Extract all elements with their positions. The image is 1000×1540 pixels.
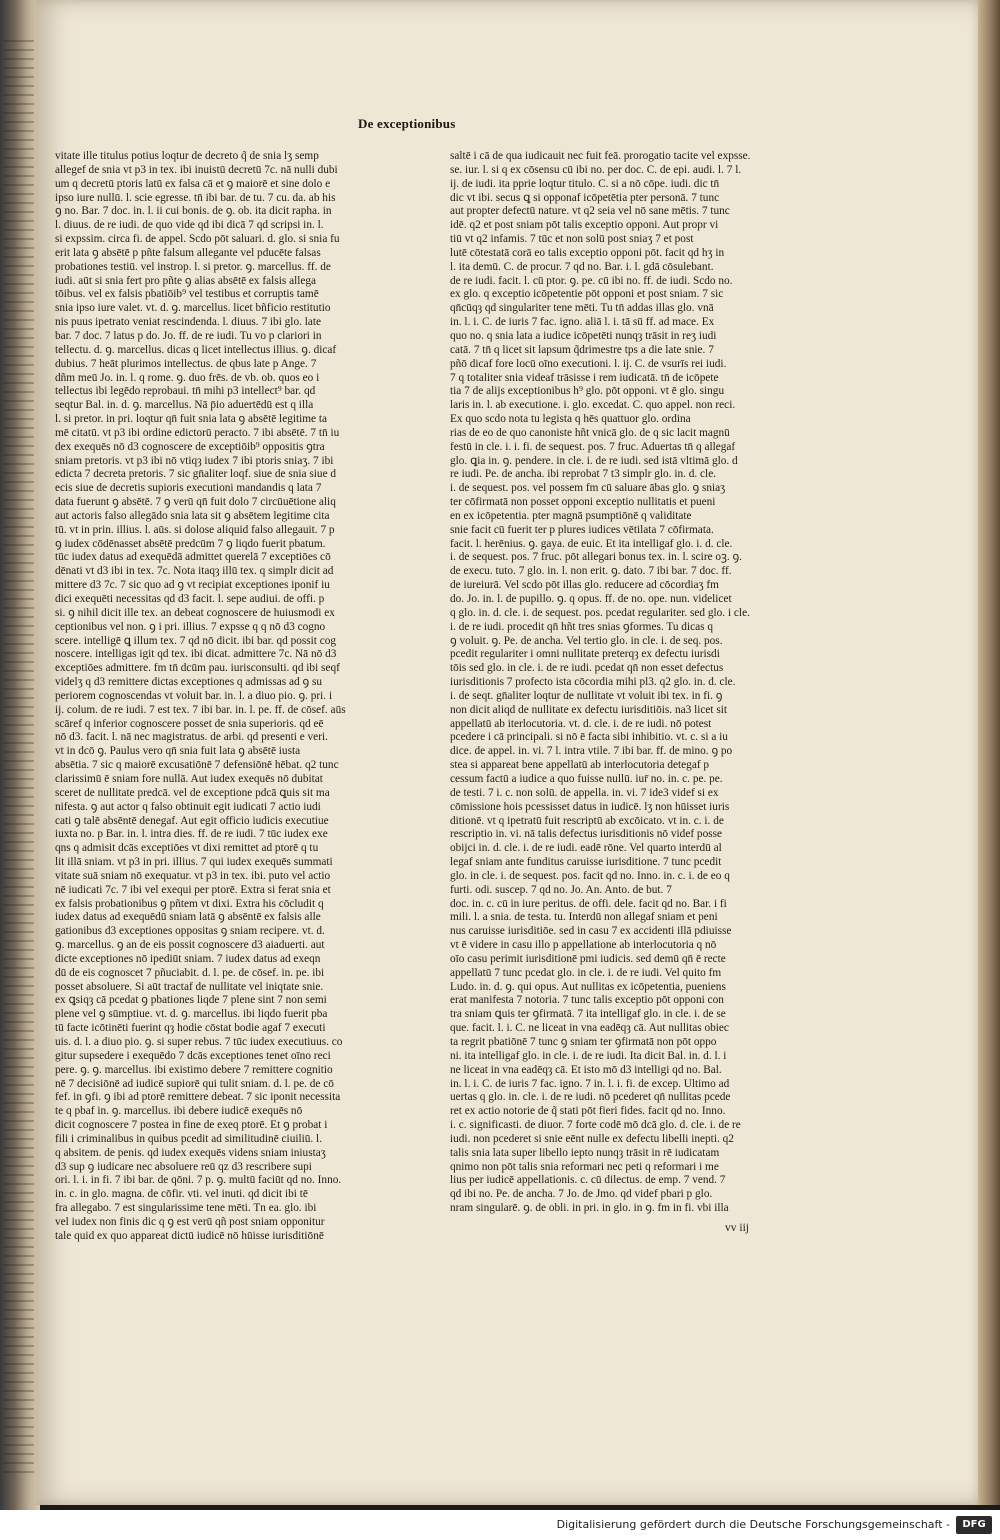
text-line: iurisditionis 7 profecto ista cōcordia mihi pl3. q2 glo. in. d. cle. <box>450 676 736 689</box>
page-fore-edge <box>978 0 1000 1505</box>
text-line: ex ꝗsiqȝ cā pcedat ꝯ pbationes liqde 7 plene sint 7 non semi <box>55 994 327 1007</box>
text-line: noscere. intelligas igit qd tex. ibi dicat. admittere 7c. Nā nō d3 <box>55 648 337 661</box>
text-line: probationes testiū. vel instrop. l. si pretor. ꝯ. marcellus. ff. de <box>55 260 331 273</box>
text-line: i. c. significasti. de diuor. 7 forte codē mō dcā glo. d. cle. i. de re <box>450 1119 741 1132</box>
text-line: glo. in cle. i. de sequest. pos. facit qd no. Inno. in. c. i. de eo q <box>450 869 730 882</box>
text-line: pcedit regulariter i omni nullitate preterqȝ ex defectu iurisdi <box>450 648 720 661</box>
text-line: Ludo. in. d. ꝯ. qui opus. Aut nullitas ex icōpetentia, pueniens <box>450 980 726 993</box>
text-line: i. de re iudi. procedit qn̄ hñt tres snias ꝯformes. Tu dicas q <box>450 620 713 633</box>
text-line: de execu. tuto. 7 glo. in. l. non erit. ꝯ. dato. 7 ibi bar. 7 doc. ff. <box>450 565 732 578</box>
text-line: 7 q totaliter snia videaf trāsisse i rem iudicatā. tn̄ de icōpete <box>450 371 719 384</box>
text-line: dubius. 7 heāt plurimos intellectus. de qbus late p Ange. 7 <box>55 357 317 370</box>
dfg-logo: DFG <box>956 1516 992 1534</box>
text-line: laris in. l. ab executione. i. glo. excedat. C. quo appel. non reci. <box>450 399 736 412</box>
text-line: iudi. aūt si snia fert pro pñte ꝯ alias absētē ex falsis allega <box>55 274 317 287</box>
text-line: de iureiurā. Vel scd̄o pōt illas glo. reducere ad cōcordiaʒ fm <box>450 579 719 592</box>
text-line: scāref q inferior cognoscere posset de snia superioris. qd eē <box>55 717 324 730</box>
text-line: dicte exceptiones nō ipediūt sniam. 7 iudex datus ad exeqn <box>55 952 321 965</box>
text-line: ij. colum. de re iudi. 7 est tex. 7 ibi bar. in. l. pe. ff. de cōsef. aūs <box>55 703 346 716</box>
text-line: nis puus ipetrato veniat rescindenda. l. diuus. 7 ibi glo. late <box>55 316 322 329</box>
text-line: talis snia lata super libello iepto nunqȝ trāsit in rē iudicatam <box>450 1146 720 1159</box>
text-line: qnimo non pōt talis snia reformari nec peti q reformari i me <box>450 1160 719 1173</box>
text-line: nē iudicati 7c. 7 ibi vel exequi per ptorē. Extra si ferat snia et <box>55 883 331 896</box>
text-line: que. facit. l. i. C. ne liceat in vna eadēqȝ cā. Aut nullitas obiec <box>450 1022 729 1035</box>
text-line: oīo casu perimit iurisditionē pmi iudicis. sed demū qn̄ ē recte <box>450 952 726 965</box>
text-line: vitate suā sniam nō exequatur. vt p3 in tex. ibi. puto vel actio <box>55 869 331 882</box>
text-line: de testi. 7 i. c. non solū. de appella. in. vi. 7 ide3 videf si ex <box>450 786 719 799</box>
text-line: quo no. q snia lata a iudice icōpetēti nunqȝ trāsit in reʒ iudi <box>450 329 717 342</box>
text-line: qd ibi no. Pe. de ancha. 7 Jo. de Jmo. qd videf pbari p glo. <box>450 1188 713 1201</box>
text-line: snia ipso iure valet. vt. d. ꝯ. marcellus. licet bñficio restitutio <box>55 302 331 315</box>
text-line: qns q admisit dcās exceptiōes vt dixi remittet ad ptorē q tu <box>55 842 319 855</box>
text-line: de re iudi. facit. l. cū ptor. ꝯ. pe. cū ibi no. ff. de iudi. Scd̄o no. <box>450 274 733 287</box>
text-line: si expssim. circa fi. de appel. Scd̄o pōt saluari. d. glo. si snia fu <box>55 233 340 246</box>
text-line: tellectus ibi legēdo reprobaui. tn̄ mihi p3 intellect⁹ bar. qd <box>55 385 316 398</box>
text-line: vel iudex non finis dic q ꝯ est verū qñ post sniam opponitur <box>55 1215 325 1228</box>
text-line: ꝯ iudex cōdēnasset absētē predcūm 7 ꝯ liqdo fuerit pbatum. <box>55 537 326 550</box>
text-line: fef. in ꝯfi. ꝯ ibi ad ptorē remittere debeat. 7 sic iponit necessita <box>55 1091 341 1104</box>
text-line: mē citatū. vt p3 ibi ordine edictorū peracto. 7 ibi absētē. 7 tn̄ iu <box>55 426 340 439</box>
text-line: dēnati vt d3 ibi in tex. 7c. Nota itaqȝ illū tex. q simplr dicit ad <box>55 565 334 578</box>
text-line: l. ita demū. C. de procur. 7 qd no. Bar. i. l. gdā cōsulebant. <box>450 260 714 273</box>
text-line: lius per iudicē appellationis. c. cū dilectus. de emp. 7 vend. 7 <box>450 1174 726 1187</box>
text-line: l. si pretor. in pri. loqtur qn̄ fuit snia lata ꝯ absētē legitime ta <box>55 413 328 426</box>
text-line: appellatū 7 tunc pcedat glo. in cle. i. de re iudi. Vel quito fm <box>450 966 722 979</box>
text-line: gationibus d3 exceptiones oppositas ꝯ sniam recipere. vt. d. <box>55 925 325 938</box>
text-line: pcedere i cā principali. si nō ē facta sibi inhibitio. vt. c. si a iu <box>450 731 728 744</box>
text-line: q absitem. de penis. qd iudex exequēs videns sniam iniustaʒ <box>55 1146 326 1159</box>
text-line: edicta 7 decreta pretoris. 7 sic gn̄aliter loqf. siue de snia siue d <box>55 468 337 481</box>
text-line: nē 7 decisiōnē ad iudicē supiorē qui tulit sniam. d. l. pe. de cō <box>55 1077 334 1090</box>
text-line: dñm meū Jo. in. l. q rome. ꝯ. duo frēs. de vb. ob. quos eo i <box>55 371 320 384</box>
text-line: l. diuus. de re iudi. de quo vide qd ibi dicā 7 qd scripsi in. l. <box>55 219 324 232</box>
text-line: cati ꝯ talē absēntē denegaf. Aut egit officio iudicis executiue <box>55 814 329 827</box>
text-line: tōibus. vel ex falsis pbatiōib⁹ vel testibus et corruptis tamē <box>55 288 319 301</box>
text-line: erit lata ꝯ absētē p pñte falsum allegante vel pducēte falsas <box>55 246 321 259</box>
text-line: ex falsis probationibus ꝯ pñtem vt dixi. Extra his cōcludit q <box>55 897 324 910</box>
text-line: aut propter defectū nature. vt q2 seia vel nō sane mētis. 7 tunc <box>450 205 730 218</box>
text-line: data fuerunt ꝯ absētē. 7 ꝯ verū qn̄ fuit dolo 7 circūuētione aliq <box>55 496 336 509</box>
text-line: tellectu. d. ꝯ. marcellus. dicas q licet intellectus illius. ꝯ. dicaf <box>55 343 337 356</box>
text-line: iudex datus ad exequēdū sniam latā ꝯ absēntē ex falsis alle <box>55 911 321 924</box>
text-line: cessum factū a iudice a quo fuisse nullū. iur̄ no. in. c. pe. pe. <box>450 772 723 785</box>
text-line: i. de seqt. gn̄aliter loqtur de nullitate vt voluit ibi tex. in fi. ꝯ <box>450 689 723 702</box>
text-line: gitur supsedere i exequēdo 7 dcās exceptiones tenet oīno reci <box>55 1049 331 1062</box>
text-line: periorem cognoscendas vt voluit bar. in. l. a diuo pio. ꝯ. pri. i <box>55 689 333 702</box>
text-line: tū. vt in prin. illius. l. aūs. si dolose aliquid falso allegauit. 7 p <box>55 523 335 536</box>
text-line: plene vel ꝯ sūmptiue. vt. d. ꝯ. marcellus. ibi liqdo fuerit pba <box>55 1008 328 1021</box>
text-line: te q pbaf in. ꝯ. marcellus. ibi debere iudicē exequēs nō <box>55 1105 303 1118</box>
text-line: ipso iure nullū. l. scie egresse. tn̄ ibi bar. de tu. 7 cu. da. ab his <box>55 191 336 204</box>
text-line: ditionē. vt q ipetratū fuit rescriptū ab excōicato. vt in. c. i. de <box>450 814 724 827</box>
text-line: tōis sed glo. in cle. i. de re iudi. pcedat qn̄ non esset defectus <box>450 662 724 675</box>
text-line: lutē cōtestatā corā eo talis exceptio opponi pōt. facit qd hʒ in <box>450 246 725 259</box>
running-head: De exceptionibus <box>358 116 456 131</box>
footer-bar <box>0 1510 1000 1540</box>
text-line: fili i criminalibus in quibus pcedit ad similitudinē ciuiliū. l. <box>55 1132 323 1145</box>
text-line: uis. d. l. a diuo pio. ꝯ. si super rebus. 7 tūc iudex executiuus. co <box>55 1036 343 1048</box>
text-line: absētia. 7 sic q maiorē excusatiōnē 7 defensiōnē hēbat. q2 tunc <box>55 759 339 772</box>
text-line: nram singularē. ꝯ. de obli. in pri. in glo. in ꝯ. fm in fi. vbi illa <box>450 1202 729 1215</box>
text-line: videlʒ q d3 remittere dictas exceptiones q admissas ad ꝯ su <box>55 676 323 689</box>
text-line: dex exequēs nō d3 cognoscere de exceptiōib⁹ oppositis ꝯtra <box>55 440 325 453</box>
text-line: seqtur Bal. in. d. ꝯ. marcellus. Nā p̄io aduertēdū est q illa <box>55 399 314 412</box>
text-line: tia 7 de alijs exceptionibus h⁹ glo. pōt opponi. vt ē glo. singu <box>450 385 725 398</box>
text-line: scere. intelligē ꝗ illum tex. 7 qd nō dicit. ibi bar. qd possit cog <box>55 634 337 647</box>
text-line: allegef de snia vt p3 in tex. ibi inuistū decretū 7c. nā nulli dubi <box>55 163 338 176</box>
text-line: q glo. in. d. cle. i. de sequest. pos. pcedat regulariter. sed glo. i cle. <box>450 606 750 619</box>
text-line: exceptiōes admittere. fm tn̄ dcūm pau. iurisconsulti. qd ibi seqf <box>55 662 340 675</box>
text-line: cōmissione hois pcessisset datus in iudicē. lʒ non hūisset iuris <box>450 800 730 813</box>
text-line: ter cōfirmatā non posset opponi exceptio nullitatis et pueni <box>450 496 716 509</box>
text-line: appellatū ab iterlocutoria. vt. d. cle. i. de re iudi. nō potest <box>450 717 712 730</box>
text-line: vitate ille titulus potius loqtur de decreto q̃ de snia lʒ semp <box>55 150 319 162</box>
text-line: doc. in. c. cū in iure peritus. de offi. dele. facit qd no. Bar. i fi <box>450 897 727 910</box>
text-line: ni. ita intelligaf glo. in cle. i. de re iudi. Ita dicit Bal. in. d. l. i <box>450 1049 727 1062</box>
text-line: sniam pretoris. vt p3 ibi nō vtiqȝ iudex 7 ibi ptoris sniaʒ. 7 ibi <box>55 454 334 467</box>
text-column-right <box>450 150 785 1235</box>
text-line: ꝯ no. Bar. 7 doc. in. l. ii cui bonis. de ꝯ. ob. ita dicit rapha. in <box>55 205 332 218</box>
text-line: ne liceat in vna eadēqȝ cā. Et isto mō d3 intelligi qd no. Bal. <box>450 1063 722 1076</box>
text-line: dic vt ibi. secus ꝗ si opponaf icōpetētia pter personā. 7 tunc <box>450 191 720 204</box>
text-line: lit illā sniam. vt p3 in pri. illius. 7 qui iudex exequēs summati <box>55 856 333 869</box>
text-line: obijci in. d. cle. i. de re iudi. eadē rōne. Vel quarto interdū al <box>450 842 722 855</box>
text-line: in. c. in glo. magna. de cōfir. vti. vel inuti. qd dicit ibi tē <box>55 1188 308 1201</box>
text-line: do. Jo. in. l. de pupillo. ꝯ. q opus. ff. de no. ope. nun. videlicet <box>450 593 732 605</box>
text-line: ori. l. i. in fi. 7 ibi bar. de qōni. 7 p. ꝯ. multū faciūt qd no. Inno. <box>55 1174 342 1187</box>
text-line: iudi. non pcederet si snie eēnt nulle ex defectu libelli inepti. q2 <box>450 1132 734 1145</box>
text-line: dicit cognoscere 7 postea in fine de exeq ptorē. Et ꝯ probat i <box>55 1119 328 1132</box>
text-line: facit. l. herēnius. ꝯ. gaya. de euic. Et ita intelligaf glo. i. d. cle. <box>450 537 733 550</box>
text-line: d3 sup ꝯ iudicare nec absoluere reū qz d3 rescribere supi <box>55 1160 312 1173</box>
text-line: Ex quo scd̄o nota tu legista q hēs quattuor glo. ordina <box>450 413 691 426</box>
text-line: posset absoluere. Si aūt tractaf de nullitate vel iniqtate snie. <box>55 980 324 993</box>
text-line: in. l. i. C. de iuris 7 fac. igno. 7 in. l. i. fi. de excep. Ultimo ad <box>450 1077 730 1090</box>
text-line: tale quid ex quo appareat dictū iudicē nō hūisse iurisditiōnē <box>55 1229 324 1242</box>
text-line: aut actoris falso allegādo snia lata sit ꝯ absētem legitime cita <box>55 509 330 522</box>
text-line: pere. ꝯ. ꝯ. marcellus. ibi existimo debere 7 remittere cognitio <box>55 1063 333 1076</box>
text-line: pñō dicaf fore locū oīno executioni. l. ij. C. de vsurīs rei iudi. <box>450 357 727 370</box>
text-line: rias de eo de quo canoniste hñt vnicā glo. de q sic lacit magnū <box>450 426 730 439</box>
text-line: vt in dcō ꝯ. Paulus vero qn̄ snia fuit lata ꝯ absētē iusta <box>55 745 301 758</box>
text-line: furti. odi. suscep. 7 qd no. Jo. An. Anto. de but. 7 <box>450 883 672 896</box>
text-column-left <box>55 150 385 1250</box>
text-line: ꝯ voluit. ꝯ. Pe. de ancha. Vel tertio glo. in cle. i. de seq. pos. <box>450 634 723 647</box>
text-line: stea si appareat bene appellatū ab interlocutoria detegaf p <box>450 759 710 772</box>
text-line: saltē i cā de qua iudicauit nec fuit feā. prorogatio tacite vel expsse. <box>450 150 751 162</box>
text-line: re iudi. Pe. de ancha. ibi reprobat 7 t3 simplr glo. in. d. cle. <box>450 468 717 481</box>
text-line: vt ē videre in casu illo p appellatione ab interlocutoria q nō <box>450 939 717 952</box>
text-line: fra allegabo. 7 est singularissime tene mēti. Tn ea. glo. ibi <box>55 1202 317 1215</box>
text-line: qn̄cūqȝ qd singulariter tene mēti. Tu tn̄ addas illas glo. vnā <box>450 302 714 315</box>
text-line: um q decretū ptoris latū ex falsa cā et ꝯ maiorē et sine dolo e <box>55 177 331 190</box>
text-line: dū de eis cognoscet 7 pñuciabit. d. l. pe. de cōsef. in. pe. ibi <box>55 966 325 979</box>
text-line: si. ꝯ nihil dicit ille tex. an debeat cognoscere de huiusmodi ex <box>55 606 335 619</box>
text-line: ij. de iudi. ita pprie loqtur titulo. C. si a nō cōpe. iudi. dic tn̄ <box>450 177 720 190</box>
text-line: nus caruisse iurisditiōe. sed in casu 7 ex accidenti illā pdiuisse <box>450 925 732 938</box>
text-line: in. l. i. C. de iuris 7 fac. igno. aliā l. i. tā sū ff. ad mace. Ex <box>450 316 715 329</box>
text-line: rescriptio in. vi. nā talis defectus iurisditionis nō videf posse <box>450 828 723 841</box>
text-line: ex glo. q exceptio icōpetentie pōt opponi et post sniam. 7 sic <box>450 288 724 301</box>
text-line: erat manifesta 7 notoria. 7 tunc talis exceptio pōt opponi con <box>450 994 724 1007</box>
text-line: ꝯ. marcellus. ꝯ an de eis possit cognoscere d3 aiaduerti. aut <box>55 939 325 952</box>
text-line: clarissimū ē sniam fore nullā. Aut iudex exequēs nō dubitat <box>55 772 323 785</box>
text-line: sceret de nullitate predcā. vel de exceptione pdcā ꝗuis sit ma <box>55 786 330 799</box>
text-line: legaf sniam ante funditus caruisse iurisditione. 7 tunc pcedit <box>450 856 722 869</box>
text-line: se. iur. l. si q ex cōsensu cū ibi no. per doc. C. de epi. audi. l. 7 l. <box>450 163 742 176</box>
text-line: non dicit aliqd de nullitate ex defectu iurisditiōis. na3 licet sit <box>450 703 728 716</box>
text-line: dici exequēti necessitas qd d3 facit. l. sepe audiui. de offi. p <box>55 593 325 605</box>
text-line: glo. ꝗia in. ꝯ. pendere. in cle. i. de re iudi. sed istā vltimā glo. d <box>450 454 738 467</box>
signature-mark: vv iij <box>725 1222 749 1234</box>
text-line: snie facit cū fuerit ter p plures iudices vētilata 7 cōfirmata. <box>450 523 714 536</box>
text-line: tū facte icōtinēti fuerint qȝ hodie cōstat bodie agaf 7 executi <box>55 1022 326 1035</box>
text-line: festū in cle. i. i. fi. de sequest. pos. 7 fruc. Aduertas tn̄ q allegaf <box>450 440 736 453</box>
text-line: mittere d3 7c. 7 sic quo ad ꝯ vt recipiat exceptiones iponif iu <box>55 579 330 592</box>
text-line: nō d3. facit. l. nā nec magistratus. de arbi. qd presenti e veri. <box>55 731 328 744</box>
text-line: uertas q glo. in. cle. i. de re iudi. nō pcederet qn̄ nullitas pcede <box>450 1091 731 1104</box>
adjacent-page-text-bleed <box>4 40 34 1480</box>
text-line: i. de sequest. pos. vel possem fm cū saluare ābas glo. ꝯ sniaʒ <box>450 482 726 495</box>
text-line: tra sniam ꝗuis ter ꝯfirmatā. 7 ita intelligaf glo. in cle. i. de se <box>450 1008 726 1021</box>
text-line: ecis siue de decretis supioris executioni mandandis q lata 7 <box>55 482 322 495</box>
text-line: mili. l. a snia. de testa. tu. Interdū non allegaf sniam et peni <box>450 911 718 924</box>
text-line: tiū vt q2 infamis. 7 tūc et non solū post sniaʒ 7 et post <box>450 233 694 246</box>
text-line: en ex icōpetentia. pter magnā psumptiōnē q validitate <box>450 509 692 522</box>
text-line: ta regrit pbatiōnē 7 tunc ꝯ sniam ter ꝯfirmatā non pōt oppo <box>450 1036 717 1048</box>
text-line: bar. 7 doc. 7 latus p do. Jo. ff. de re iudi. Tu vo p clariori in <box>55 329 322 342</box>
text-line: nifesta. ꝯ aut actor q falso obtinuit egit iudicati 7 actio iudi <box>55 800 321 813</box>
text-line: catā. 7 tn̄ q licet sit lapsum q̃drimestre tps a die late snie. 7 <box>450 343 714 356</box>
text-line: idē. q2 et post sniam pōt talis exceptio opponi. Aut propr vi <box>450 219 719 232</box>
text-line: ceptionibus vel non. ꝯ i pri. illius. 7 expsse q q nō d3 cogno <box>55 620 326 633</box>
text-line: ret ex actio notorie de q̃ stati pōt fieri fides. facit qd no. Inno. <box>450 1105 726 1118</box>
text-line: iuxta no. p Bar. in. l. intra dies. ff. de re iudi. 7 tūc iudex exe <box>55 828 328 841</box>
text-line: dice. de appel. in. vi. 7 l. intra vtile. 7 ibi bar. ff. de mino. ꝯ po <box>450 745 733 758</box>
text-line: tūc iudex datus ad exequēdā admittet querelā 7 exceptiōes cō <box>55 551 331 564</box>
text-line: i. de sequest. pos. 7 fruc. pōt allegari bonus tex. in. l. scire oꝫ. ꝯ. <box>450 551 742 564</box>
footer-credit: Digitalisierung gefördert durch die Deutsche Forschungsgemeinschaft - <box>556 1518 950 1531</box>
